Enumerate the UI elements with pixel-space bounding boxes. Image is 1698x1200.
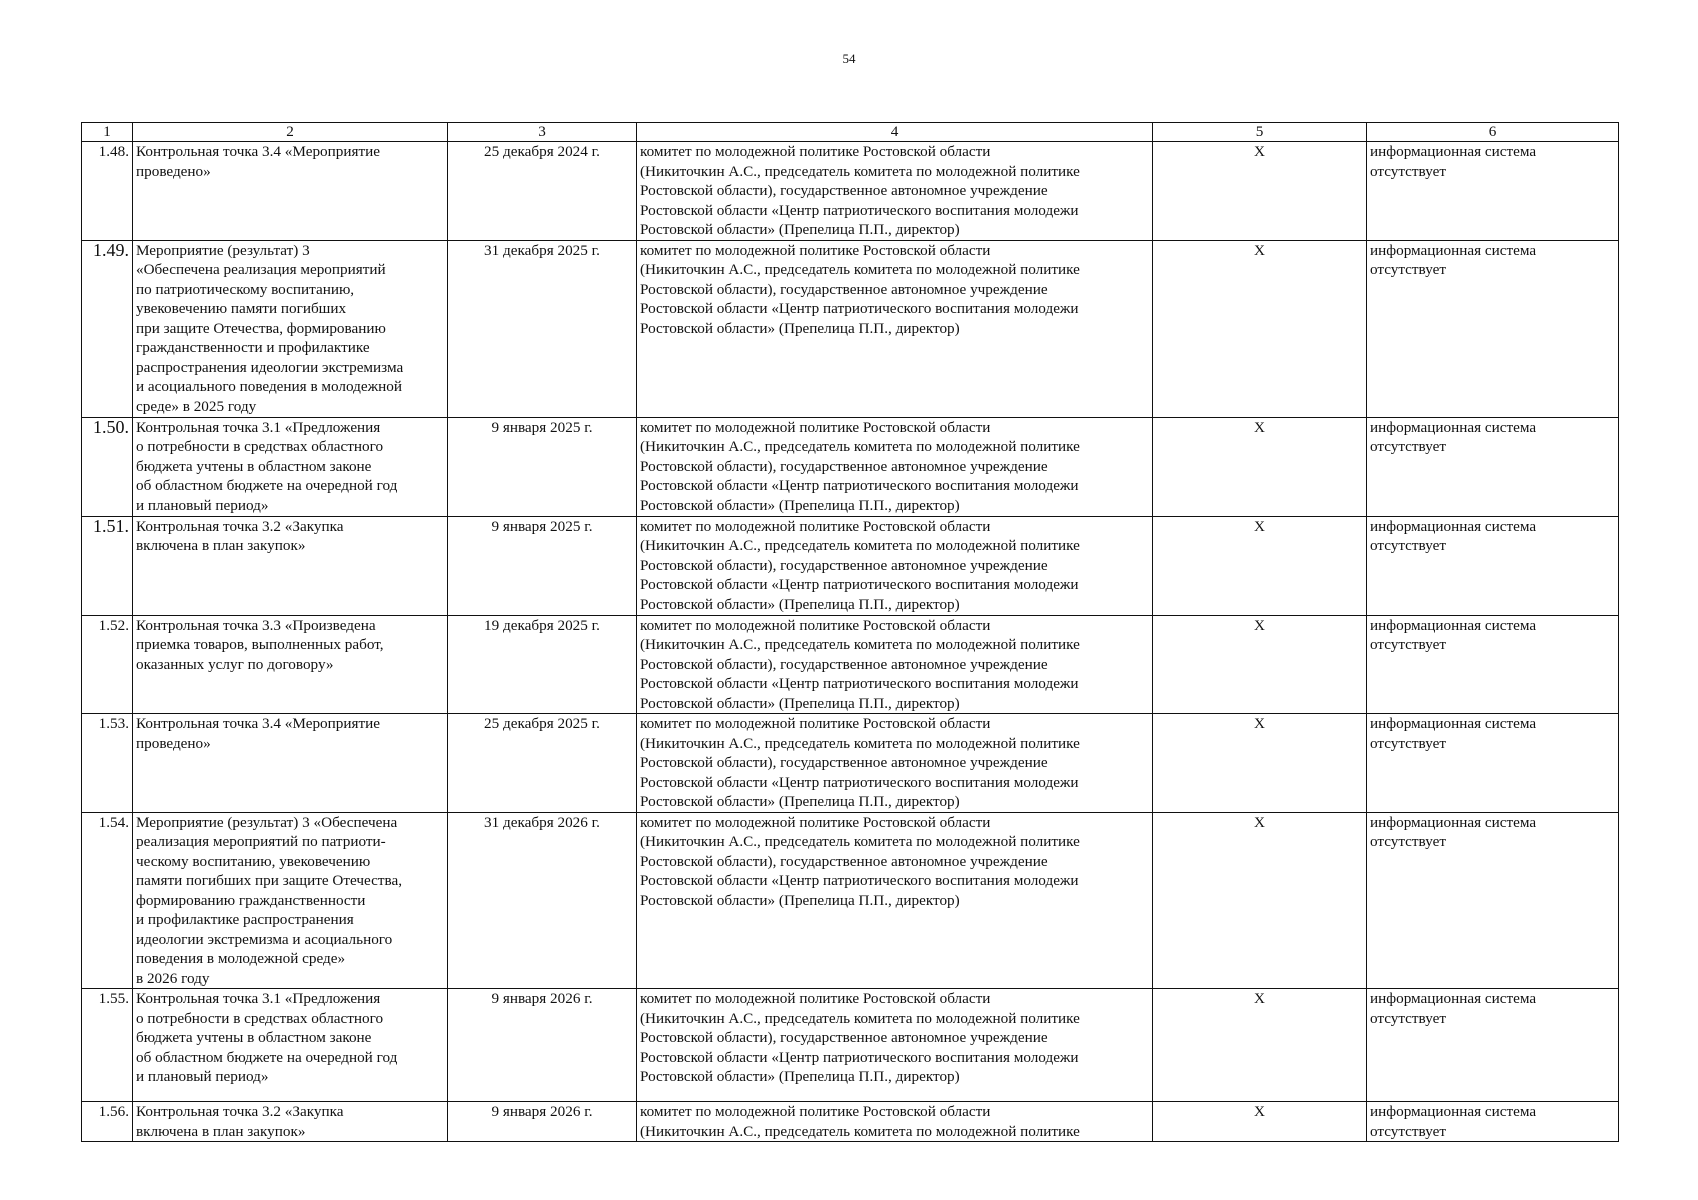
responsible-executor-line: комитет по молодежной политике Ростовской области	[640, 715, 991, 732]
confirmation-mark: X	[1153, 240, 1367, 417]
measure-name	[133, 142, 448, 241]
page-number: 54	[842, 51, 856, 66]
measure-name-line: увековечению памяти погибших	[136, 300, 347, 317]
responsible-executor	[637, 417, 1153, 516]
confirmation-mark: X	[1153, 1102, 1367, 1142]
measure-name	[133, 989, 448, 1102]
row-number: 1.54.	[82, 812, 133, 989]
information-system	[1367, 1102, 1619, 1142]
row-number: 1.48.	[82, 142, 133, 241]
information-system	[1367, 417, 1619, 516]
responsible-executor	[637, 516, 1153, 615]
responsible-executor-line: Ростовской области «Центр патриотического воспитания молодежи	[640, 773, 1079, 791]
responsible-executor-line: Ростовской области» (Препелица П.П., директор)	[640, 595, 960, 613]
responsible-executor-line: Ростовской области» (Препелица П.П., директор)	[640, 793, 960, 810]
information-system	[1367, 812, 1619, 989]
measure-name-line: распространения идеологии экстремизма	[136, 358, 404, 376]
row-number: 1.50.	[82, 417, 133, 516]
information-system-line: информационная система	[1370, 616, 1537, 634]
row-number: 1.49.	[82, 240, 133, 417]
responsible-executor-line: (Никиточкин А.С., председатель комитета по молодежной политике	[640, 537, 1080, 554]
responsible-executor-line: (Никиточкин А.С., председатель комитета по молодежной политике	[640, 636, 1080, 653]
responsible-executor-line: Ростовской области «Центр патриотического воспитания молодежи	[640, 300, 1079, 317]
measure-name	[133, 812, 448, 989]
measure-name-line: включена в план закупок»	[136, 1122, 306, 1140]
information-system-line: отсутствует	[1370, 537, 1446, 554]
responsible-executor-line: (Никиточкин А.С., председатель комитета по молодежной политике	[640, 261, 1080, 278]
information-system-line: информационная система	[1370, 1103, 1537, 1120]
measure-name-line: и плановый период»	[136, 1068, 269, 1085]
responsible-executor-line: Ростовской области» (Препелица П.П., директор)	[640, 891, 960, 909]
deadline-date: 19 декабря 2025 г.	[448, 615, 637, 714]
measure-name-line: гражданственности и профилактике	[136, 339, 370, 356]
column-header-6: 6	[1367, 123, 1619, 142]
responsible-executor-line: (Никиточкин А.С., председатель комитета по молодежной политике	[640, 734, 1080, 752]
deadline-date: 25 декабря 2025 г.	[448, 714, 637, 813]
responsible-executor	[637, 714, 1153, 813]
responsible-executor-line: комитет по молодежной политике Ростовской области	[640, 1103, 991, 1120]
measure-name-line: идеологии экстремизма и асоциального	[136, 930, 393, 948]
measure-name-line: в 2026 году	[136, 969, 210, 987]
information-system-line: информационная система	[1370, 418, 1537, 436]
responsible-executor-line: (Никиточкин А.С., председатель комитета по молодежной политике	[640, 1009, 1080, 1027]
table-row	[82, 812, 1619, 989]
measure-name-line: о потребности в средствах областного	[136, 438, 384, 455]
responsible-executor-line: Ростовской области «Центр патриотического воспитания молодежи	[640, 1048, 1079, 1066]
responsible-executor-line: комитет по молодежной политике Ростовской области	[640, 616, 991, 634]
responsible-executor-line: Ростовской области), государственное автономное учреждение	[640, 457, 1048, 475]
measure-name	[133, 417, 448, 516]
responsible-executor-line: комитет по молодежной политике Ростовской области	[640, 813, 991, 831]
responsible-executor-line: Ростовской области), государственное автономное учреждение	[640, 754, 1048, 771]
measure-name-line: Контрольная точка 3.2 «Закупка	[136, 1103, 344, 1120]
information-system	[1367, 142, 1619, 241]
responsible-executor-line: (Никиточкин А.С., председатель комитета по молодежной политике	[640, 1122, 1080, 1140]
confirmation-mark: X	[1153, 142, 1367, 241]
responsible-executor-line: Ростовской области «Центр патриотического воспитания молодежи	[640, 872, 1079, 889]
responsible-executor	[637, 615, 1153, 714]
measure-name-line: проведено»	[136, 162, 211, 180]
measure-name-line: Мероприятие (результат) 3	[136, 241, 310, 259]
row-number: 1.53.	[82, 714, 133, 813]
row-number: 1.55.	[82, 989, 133, 1102]
confirmation-mark: X	[1153, 989, 1367, 1102]
measure-name-line: формированию гражданственности	[136, 891, 366, 909]
confirmation-mark: X	[1153, 417, 1367, 516]
information-system	[1367, 989, 1619, 1102]
responsible-executor-line: Ростовской области» (Препелица П.П., директор)	[640, 496, 960, 514]
deadline-date: 9 января 2026 г.	[448, 989, 637, 1102]
responsible-executor-line: Ростовской области), государственное автономное учреждение	[640, 852, 1048, 870]
responsible-executor-line: комитет по молодежной политике Ростовской области	[640, 990, 991, 1007]
deadline-date: 31 декабря 2025 г.	[448, 240, 637, 417]
information-system	[1367, 240, 1619, 417]
information-system-line: отсутствует	[1370, 162, 1446, 180]
deadline-date: 25 декабря 2024 г.	[448, 142, 637, 241]
row-number: 1.52.	[82, 615, 133, 714]
measure-name-line: реализация мероприятий по патриоти-	[136, 833, 386, 850]
responsible-executor-line: Ростовской области» (Препелица П.П., директор)	[640, 221, 960, 238]
measure-name-line: памяти погибших при защите Отечества,	[136, 872, 403, 889]
table-row	[82, 142, 1619, 241]
measure-name-line: оказанных услуг по договору»	[136, 655, 334, 673]
information-system-line: отсутствует	[1370, 1009, 1446, 1027]
responsible-executor-line: Ростовской области), государственное автономное учреждение	[640, 655, 1048, 673]
column-header-2: 2	[133, 123, 448, 142]
measure-name-line: Контрольная точка 3.1 «Предложения	[136, 418, 381, 436]
responsible-executor-line: Ростовской области «Центр патриотического воспитания молодежи	[640, 675, 1079, 692]
responsible-executor-line: Ростовской области» (Препелица П.П., директор)	[640, 319, 960, 337]
measure-name-line: ческому воспитанию, увековечению	[136, 852, 371, 870]
measure-name-line: Контрольная точка 3.4 «Мероприятие	[136, 715, 380, 732]
column-numbers-row	[82, 123, 1619, 142]
table-row	[82, 240, 1619, 417]
measure-name-line: о потребности в средствах областного	[136, 1009, 384, 1027]
responsible-executor-line: (Никиточкин А.С., председатель комитета по молодежной политике	[640, 162, 1080, 180]
responsible-executor	[637, 240, 1153, 417]
measure-name-line: по патриотическому воспитанию,	[136, 280, 355, 298]
deadline-date: 9 января 2025 г.	[448, 516, 637, 615]
measure-name-line: Контрольная точка 3.2 «Закупка	[136, 517, 344, 535]
table-row	[82, 516, 1619, 615]
measure-name-line: «Обеспечена реализация мероприятий	[136, 261, 386, 278]
measure-name-line: при защите Отечества, формированию	[136, 319, 386, 337]
responsible-executor-line: комитет по молодежной политике Ростовской области	[640, 143, 991, 160]
table-row	[82, 989, 1619, 1102]
measure-name	[133, 714, 448, 813]
measures-table	[81, 122, 1619, 1142]
responsible-executor-line: (Никиточкин А.С., председатель комитета по молодежной политике	[640, 438, 1080, 455]
information-system-line: отсутствует	[1370, 1122, 1446, 1140]
information-system-line: информационная система	[1370, 241, 1537, 259]
responsible-executor	[637, 142, 1153, 241]
responsible-executor-line: комитет по молодежной политике Ростовской области	[640, 241, 991, 259]
information-system-line: информационная система	[1370, 990, 1537, 1007]
information-system-line: отсутствует	[1370, 636, 1446, 653]
responsible-executor	[637, 812, 1153, 989]
information-system	[1367, 516, 1619, 615]
table-body	[82, 142, 1619, 1142]
measure-name-line: Контрольная точка 3.4 «Мероприятие	[136, 143, 380, 160]
measure-name-line: Контрольная точка 3.1 «Предложения	[136, 990, 381, 1007]
responsible-executor-line: Ростовской области «Центр патриотического воспитания молодежи	[640, 477, 1079, 494]
deadline-date: 9 января 2025 г.	[448, 417, 637, 516]
responsible-executor-line: Ростовской области), государственное автономное учреждение	[640, 280, 1048, 298]
information-system-line: информационная система	[1370, 715, 1537, 732]
responsible-executor-line: комитет по молодежной политике Ростовской области	[640, 517, 991, 535]
column-header-3: 3	[448, 123, 637, 142]
responsible-executor	[637, 1102, 1153, 1142]
column-header-5: 5	[1153, 123, 1367, 142]
information-system-line: отсутствует	[1370, 734, 1446, 752]
measure-name	[133, 1102, 448, 1142]
measure-name-line: бюджета учтены в областном законе	[136, 457, 372, 475]
information-system-line: информационная система	[1370, 517, 1537, 535]
table-row	[82, 714, 1619, 813]
responsible-executor-line: (Никиточкин А.С., председатель комитета по молодежной политике	[640, 833, 1080, 850]
responsible-executor-line: Ростовской области), государственное автономное учреждение	[640, 556, 1048, 574]
responsible-executor-line: Ростовской области), государственное автономное учреждение	[640, 1029, 1048, 1046]
deadline-date: 9 января 2026 г.	[448, 1102, 637, 1142]
confirmation-mark: X	[1153, 714, 1367, 813]
table-row	[82, 615, 1619, 714]
information-system-line: отсутствует	[1370, 438, 1446, 455]
responsible-executor-line: комитет по молодежной политике Ростовской области	[640, 418, 991, 436]
column-header-1: 1	[82, 123, 133, 142]
confirmation-mark: X	[1153, 812, 1367, 989]
information-system-line: отсутствует	[1370, 833, 1446, 850]
measure-name-line: и профилактике распространения	[136, 911, 354, 928]
confirmation-mark: X	[1153, 516, 1367, 615]
measure-name	[133, 240, 448, 417]
responsible-executor-line: Ростовской области» (Препелица П.П., директор)	[640, 694, 960, 712]
table-row	[82, 417, 1619, 516]
information-system	[1367, 714, 1619, 813]
responsible-executor-line: Ростовской области «Центр патриотического воспитания молодежи	[640, 201, 1079, 219]
information-system-line: информационная система	[1370, 813, 1537, 831]
measure-name	[133, 615, 448, 714]
measure-name-line: приемка товаров, выполненных работ,	[136, 636, 384, 653]
measure-name-line: Мероприятие (результат) 3 «Обеспечена	[136, 813, 398, 831]
deadline-date: 31 декабря 2026 г.	[448, 812, 637, 989]
measure-name-line: и плановый период»	[136, 496, 269, 514]
measure-name-line: и асоциального поведения в молодежной	[136, 378, 402, 395]
measure-name-line: бюджета учтены в областном законе	[136, 1029, 372, 1046]
table-row	[82, 1102, 1619, 1142]
measure-name-line: об областном бюджете на очередной год	[136, 477, 398, 494]
information-system	[1367, 615, 1619, 714]
responsible-executor-line: Ростовской области» (Препелица П.П., директор)	[640, 1068, 960, 1085]
measure-name-line: проведено»	[136, 734, 211, 752]
row-number: 1.56.	[82, 1102, 133, 1142]
column-header-4: 4	[637, 123, 1153, 142]
measure-name-line: включена в план закупок»	[136, 537, 306, 554]
measure-name-line: поведения в молодежной среде»	[136, 950, 346, 967]
information-system-line: информационная система	[1370, 143, 1537, 160]
measure-name-line: Контрольная точка 3.3 «Произведена	[136, 616, 376, 634]
row-number: 1.51.	[82, 516, 133, 615]
information-system-line: отсутствует	[1370, 261, 1446, 278]
responsible-executor-line: Ростовской области «Центр патриотического воспитания молодежи	[640, 576, 1079, 593]
responsible-executor-line: Ростовской области), государственное автономное учреждение	[640, 182, 1048, 199]
confirmation-mark: X	[1153, 615, 1367, 714]
measure-name-line: среде» в 2025 году	[136, 397, 257, 415]
responsible-executor	[637, 989, 1153, 1102]
measure-name-line: об областном бюджете на очередной год	[136, 1048, 398, 1066]
measure-name	[133, 516, 448, 615]
